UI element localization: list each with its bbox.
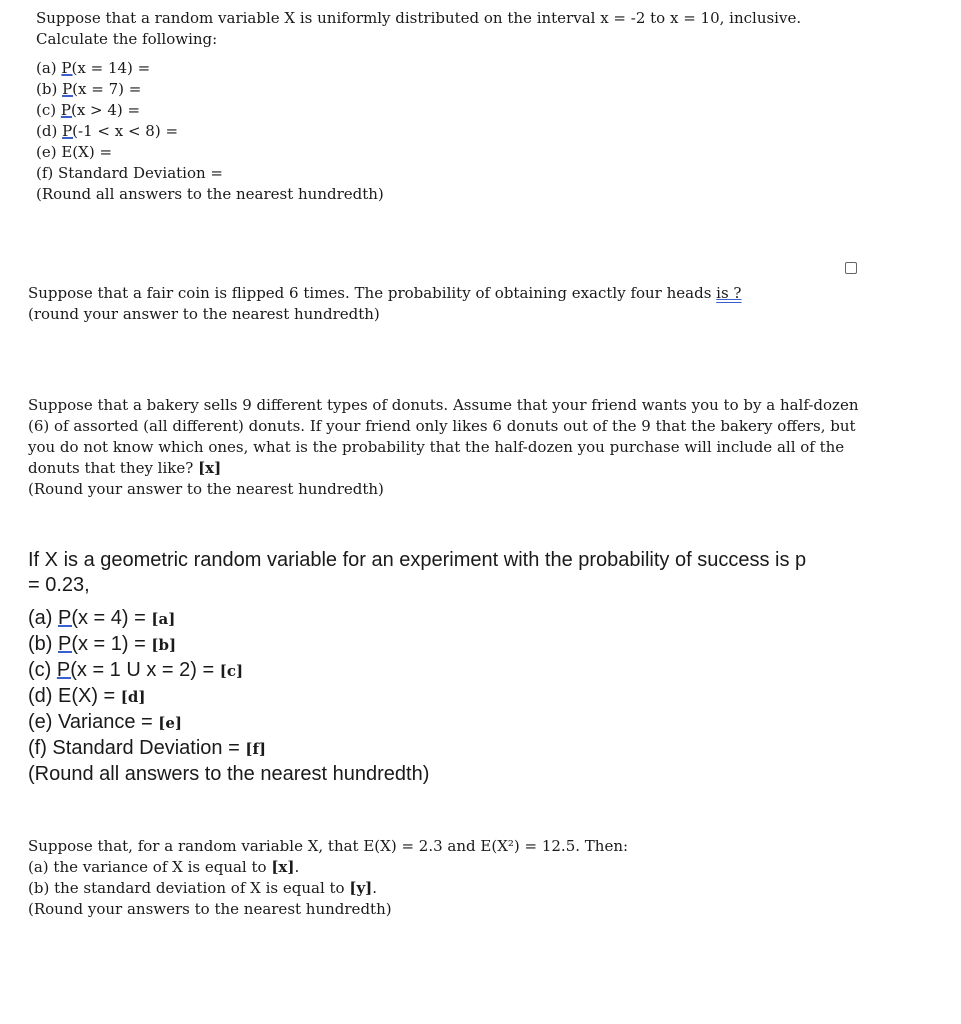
q4-part-b-link[interactable]: P( (58, 633, 78, 655)
q1-part-d: (d) P(-1 < x < 8) = (36, 122, 179, 140)
q4-intro-line1: If X is a geometric random variable for an experiment with the probability of success is p (28, 549, 807, 571)
q2-line1: Suppose that a fair coin is flipped 6 times. The probability of obtaining exactly four heads is ? (28, 284, 742, 302)
checkbox[interactable] (845, 262, 857, 274)
q1-part-d-link[interactable]: P( (62, 122, 79, 140)
q1-intro-line2: Calculate the following: (36, 30, 218, 48)
q4-part-f-placeholder[interactable]: [f] (245, 740, 266, 758)
q1-part-f: (f) Standard Deviation = (36, 164, 223, 182)
q2-link[interactable]: is ? (716, 284, 742, 302)
q1-intro-line1: Suppose that a random variable X is uniformly distributed on the interval x = -2 to x = 10, inclusive. (36, 9, 802, 27)
q3-line4: donuts that they like? [x] (28, 459, 222, 477)
q4-part-e-placeholder[interactable]: [e] (158, 714, 182, 732)
question-donuts (28, 395, 928, 500)
q3-line5: (Round your answer to the nearest hundredth) (28, 480, 384, 498)
q2-line2: (round your answer to the nearest hundredth) (28, 305, 380, 323)
q1-part-b-link[interactable]: P( (62, 80, 79, 98)
question-variance (28, 836, 928, 920)
question-uniform-distribution (36, 8, 936, 205)
q4-part-e: (e) Variance = [e] (28, 711, 182, 733)
question-coin-flip (28, 283, 928, 325)
q5-part-a-placeholder[interactable]: [x] (271, 858, 295, 876)
q1-round-note: (Round all answers to the nearest hundredth) (36, 185, 384, 203)
q1-part-a-link[interactable]: P( (61, 59, 78, 77)
q4-part-d: (d) E(X) = [d] (28, 685, 146, 707)
q3-line3: you do not know which ones, what is the probability that the half-dozen you purchase will include all of the (28, 438, 845, 456)
q4-intro-line2: = 0.23, (28, 574, 90, 596)
q3-line2: (6) of assorted (all different) donuts. If your friend only likes 6 donuts out of the 9 that the bakery offers, but (28, 417, 856, 435)
q4-part-a: (a) P(x = 4) = [a] (28, 607, 176, 629)
q5-line1: Suppose that, for a random variable X, that E(X) = 2.3 and E(X²) = 12.5. Then: (28, 837, 629, 855)
q4-round-note: (Round all answers to the nearest hundredth) (28, 763, 430, 785)
q1-part-b: (b) P(x = 7) = (36, 80, 142, 98)
q1-part-c: (c) P(x > 4) = (36, 101, 141, 119)
q3-line1: Suppose that a bakery sells 9 different types of donuts. Assume that your friend wants you to by a half-dozen (28, 396, 859, 414)
q4-part-c-link[interactable]: P( (56, 659, 77, 681)
q5-part-b-placeholder[interactable]: [y] (349, 879, 373, 897)
question-geometric (28, 548, 928, 787)
q5-round-note: (Round your answers to the nearest hundredth) (28, 900, 392, 918)
q4-part-a-link[interactable]: P( (58, 607, 78, 629)
q4-part-d-placeholder[interactable]: [d] (120, 688, 146, 706)
q4-part-c: (c) P(x = 1 U x = 2) = [c] (28, 659, 244, 681)
q4-part-c-placeholder[interactable]: [c] (219, 662, 244, 680)
q4-part-b: (b) P(x = 1) = [b] (28, 633, 177, 655)
q1-part-c-link[interactable]: P( (60, 101, 77, 119)
q1-part-a: (a) P(x = 14) = (36, 59, 151, 77)
q4-part-b-placeholder[interactable]: [b] (151, 636, 177, 654)
q4-part-a-placeholder[interactable]: [a] (151, 610, 176, 628)
q4-part-f: (f) Standard Deviation = [f] (28, 737, 266, 759)
q1-part-e: (e) E(X) = (36, 143, 113, 161)
q3-answer-placeholder[interactable]: [x] (198, 459, 222, 477)
q5-part-b: (b) the standard deviation of X is equal to [y]. (28, 879, 378, 897)
q5-part-a: (a) the variance of X is equal to [x]. (28, 858, 300, 876)
